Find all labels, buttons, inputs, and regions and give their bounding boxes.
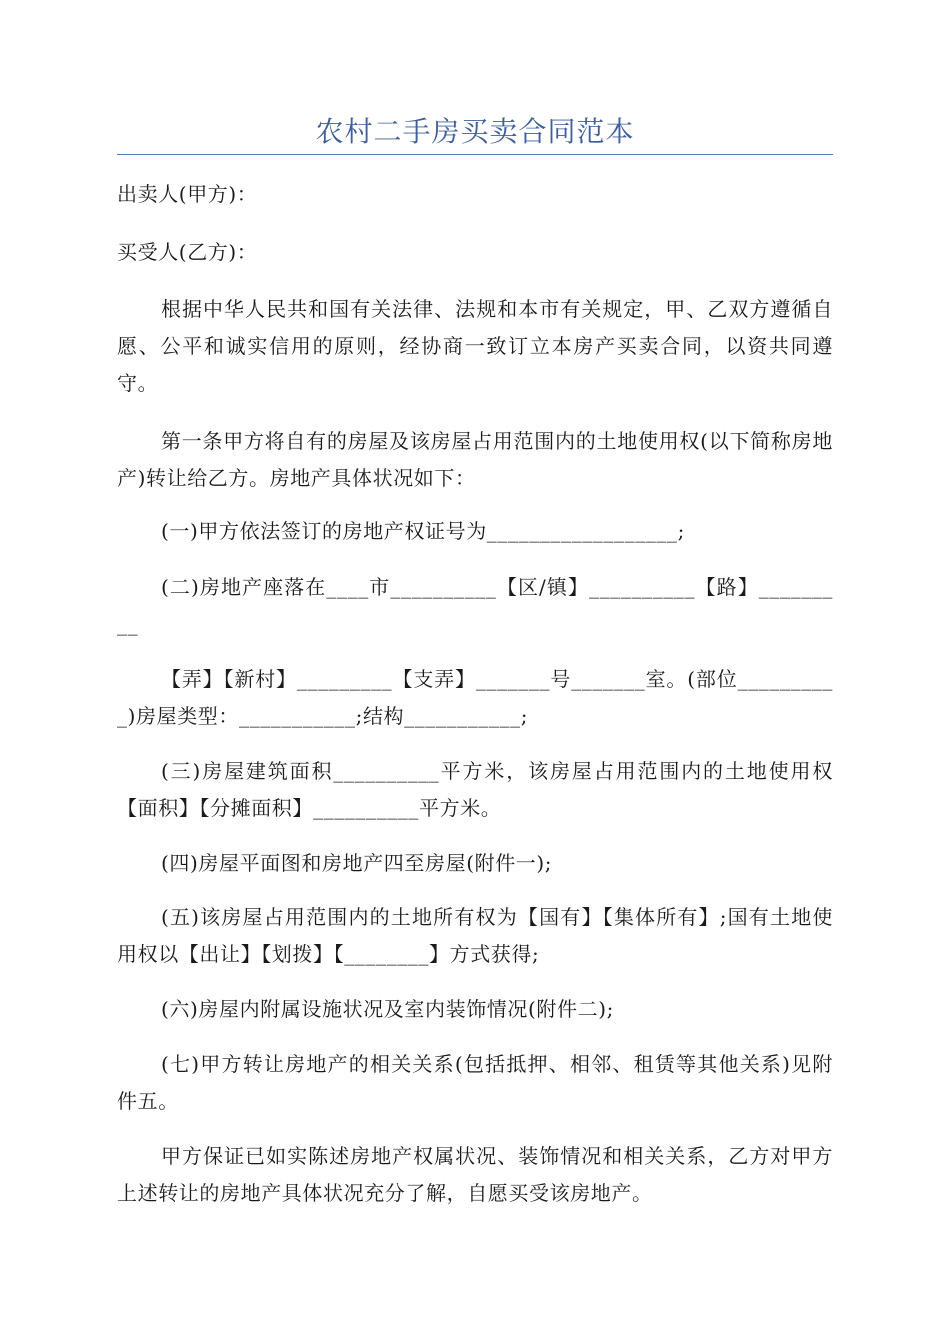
- clause-5-land-ownership: (五)该房屋占用范围内的土地所有权为【国有】【集体所有】;国有土地使用权以【出让】【划拨】【________】方式获得;: [117, 905, 833, 966]
- clause-7-relations: (七)甲方转让房地产的相关关系(包括抵押、相邻、租赁等其他关系)见附件五。: [117, 1052, 833, 1113]
- document-title: 农村二手房买卖合同范本: [315, 115, 635, 148]
- preamble-paragraph: 根据中华人民共和国有关法律、法规和本市有关规定，甲、乙双方遵循自愿、公平和诚实信用的原则，经协商一致订立本房产买卖合同，以资共同遵守。: [117, 297, 833, 395]
- article-one-paragraph: 第一条甲方将自有的房屋及该房屋占用范围内的土地使用权(以下简称房地产)转让给乙方。房地产具体状况如下：: [117, 429, 833, 490]
- buyer-line: 买受人(乙方)：: [117, 240, 258, 264]
- clause-2-location-continued: 【弄】【新村】_________【支弄】_______号_______室。(部位__________)房屋类型：___________;结构___________;: [117, 667, 833, 728]
- clause-6-facilities: (六)房屋内附属设施状况及室内装饰情况(附件二);: [161, 997, 614, 1021]
- clause-2-location: (二)房地产座落在____市__________【区/镇】__________【路】_________: [117, 575, 833, 636]
- seller-guarantee-paragraph: 甲方保证已如实陈述房地产权属状况、装饰情况和相关关系，乙方对甲方上述转让的房地产具体状况充分了解，自愿买受该房地产。: [117, 1144, 833, 1205]
- clause-3-area: (三)房屋建筑面积__________平方米，该房屋占用范围内的土地使用权【面积】【分摊面积】__________平方米。: [117, 759, 833, 820]
- clause-1-certificate: (一)甲方依法签订的房地产权证号为__________________;: [161, 519, 685, 543]
- clause-4-floor-plan: (四)房屋平面图和房地产四至房屋(附件一);: [161, 851, 553, 875]
- seller-line: 出卖人(甲方)：: [117, 182, 258, 206]
- title-underline: [117, 154, 833, 155]
